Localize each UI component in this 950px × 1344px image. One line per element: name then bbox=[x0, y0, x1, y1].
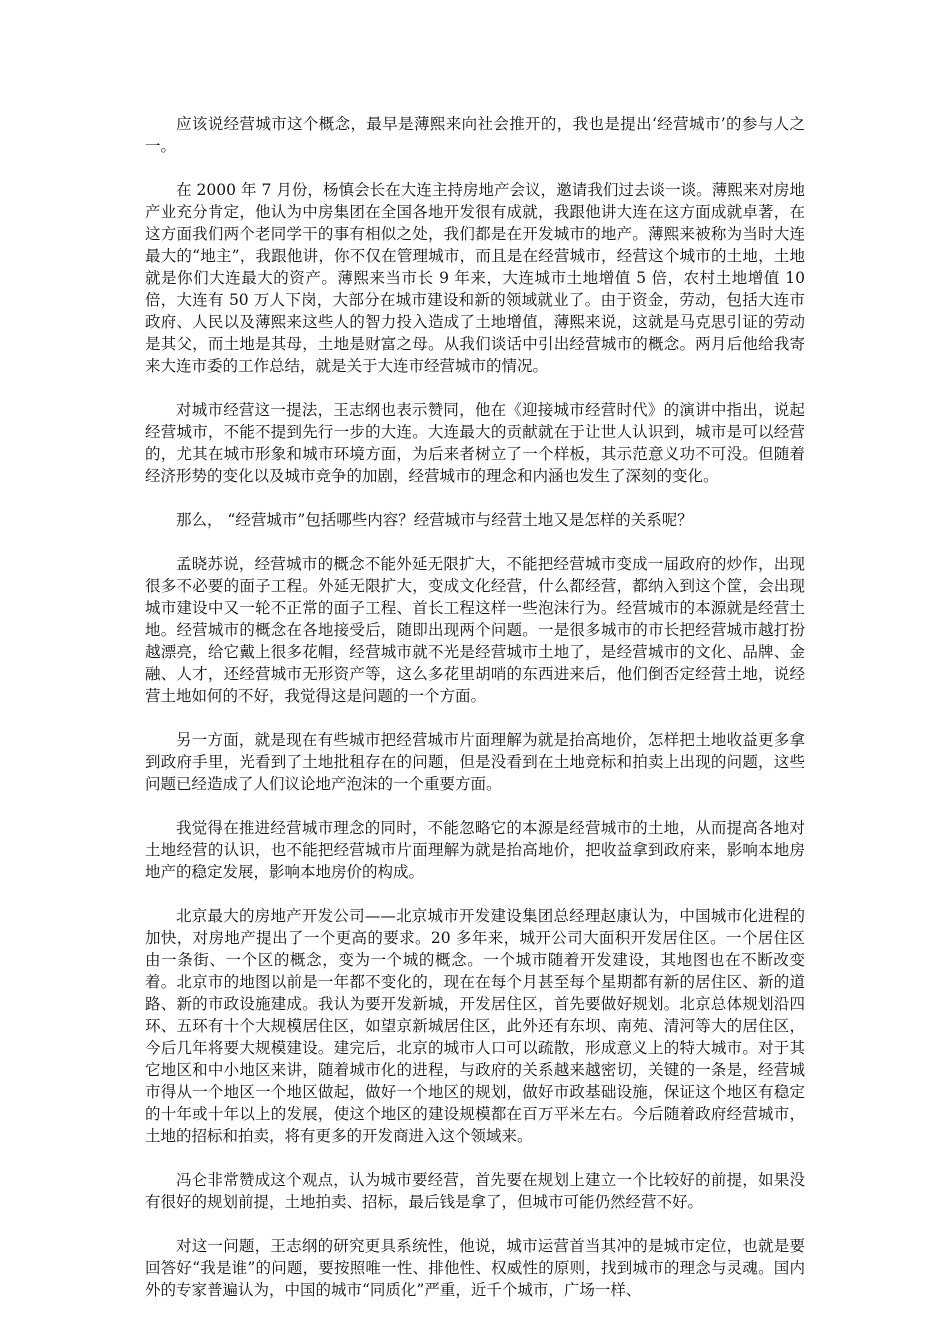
document-body bbox=[145, 113, 805, 1323]
paragraph: 冯仑非常赞成这个观点，认为城市要经营，首先要在规划上建立一个比较好的前提，如果没有很好的规划前提，土地拍卖、招标，最后钱是拿了，但城市可能仍然经营不好。 bbox=[145, 1171, 805, 1211]
paragraph: 应该说经营城市这个概念，最早是薄熙来向社会推开的，我也是提出‘经营城市’的参与人之一。 bbox=[145, 115, 805, 155]
paragraph: 另一方面，就是现在有些城市把经营城市片面理解为就是抬高地价，怎样把土地收益更多拿到政府手里，光看到了土地批租存在的问题，但是没看到在土地竞标和拍卖上出现的问题，这些问题已经造成了人们议论地产泡沫的一个重要方面。 bbox=[145, 731, 805, 793]
paragraph: 在 2000 年 7 月份，杨慎会长在大连主持房地产会议，邀请我们过去谈一谈。薄熙来对房地产业充分肯定，他认为中房集团在全国各地开发很有成就，我跟他讲大连在这方面成就卓著，在这方面我们两个老同学干的事有相似之处，我们都是在开发城市的地产。薄熙来被称为当时大连最大的“地主”，我跟他讲，你不仅在管理城市，而且是在经营城市，经营这个城市的土地，土地就是你们大连最大的资产。薄熙来当市长 9 年来，大连城市土地增值 5 倍，农村土地增值 10 倍，大连有 50 万人下岗，大部分在城市建设和新的领域就业了。由于资金，劳动，包括大连市政府、人民以及薄熙来这些人的智力投入造成了土地增值，薄熙来说，这就是马克思引证的劳动是其父，而土地是其母，土地是财富之母。从我们谈话中引出经营城市的概念。两月后他给我寄来大连市委的工作总结，就是关于大连市经营城市的情况。 bbox=[145, 181, 805, 375]
paragraph: 孟晓苏说，经营城市的概念不能外延无限扩大，不能把经营城市变成一届政府的炒作，出现很多不必要的面子工程。外延无限扩大，变成文化经营，什么都经营，都纳入到这个筐，会出现城市建设中又一轮不正常的面子工程、首长工程这样一些泡沫行为。经营城市的本源就是经营土地。经营城市的概念在各地接受后，随即出现两个问题。一是很多城市的市长把经营城市越打扮越漂亮，给它戴上很多花帽，经营城市就不光是经营城市土地了，是经营城市的文化、品牌、金融、人才，还经营城市无形资产等，这么多花里胡哨的东西进来后，他们倒否定经营土地，说经营土地如何的不好，我觉得这是问题的一个方面。 bbox=[145, 555, 805, 705]
paragraph: 对这一问题，王志纲的研究更具系统性，他说，城市运营首当其冲的是城市定位，也就是要回答好“我是谁”的问题，要按照唯一性、排他性、权威性的原则，找到城市的理念与灵魂。国内外的专家普遍认为，中国的城市“同质化”严重，近千个城市，广场一样、 bbox=[145, 1237, 805, 1299]
paragraph: 那么， “经营城市”包括哪些内容？经营城市与经营土地又是怎样的关系呢？ bbox=[176, 511, 693, 529]
paragraph: 北京最大的房地产开发公司——北京城市开发建设集团总经理赵康认为，中国城市化进程的加快，对房地产提出了一个更高的要求。20 多年来，城开公司大面积开发居住区。一个居住区由一条街、一个区的概念，变为一个城的概念。一个城市随着开发建设，其地图也在不断改变着。北京市的地图以前是一年都不变化的，现在在每个月甚至每个星期都有新的居住区、新的道路、新的市政设施建成。我认为要开发新城，开发居住区，首先要做好规划。北京总体规划沿四环、五环有十个大规模居住区，如望京新城居住区，此外还有东坝、南苑、清河等大的居住区，今后几年将要大规模建设。建完后，北京的城市人口可以疏散，形成意义上的特大城市。对于其它地区和中小地区来讲，随着城市化的进程，与政府的关系越来越密切，关键的一条是，经营城市得从一个地区一个地区做起，做好一个地区的规划，做好市政基础设施，保证这个地区有稳定的十年或十年以上的发展，使这个地区的建设规模都在百万平米左右。今后随着政府经营城市，土地的招标和拍卖，将有更多的开发商进入这个领域来。 bbox=[145, 907, 805, 1145]
paragraph: 对城市经营这一提法，王志纲也表示赞同，他在《迎接城市经营时代》的演讲中指出，说起经营城市，不能不提到先行一步的大连。大连最大的贡献就在于让世人认识到，城市是可以经营的，尤其在城市形象和城市环境方面，为后来者树立了一个样板，其示范意义功不可没。但随着经济形势的变化以及城市竞争的加剧，经营城市的理念和内涵也发生了深刻的变化。 bbox=[145, 401, 805, 485]
paragraph: 我觉得在推进经营城市理念的同时，不能忽略它的本源是经营城市的土地，从而提高各地对土地经营的认识，也不能把经营城市片面理解为就是抬高地价，把收益拿到政府来，影响本地房地产的稳定发展，影响本地房价的构成。 bbox=[145, 819, 805, 881]
